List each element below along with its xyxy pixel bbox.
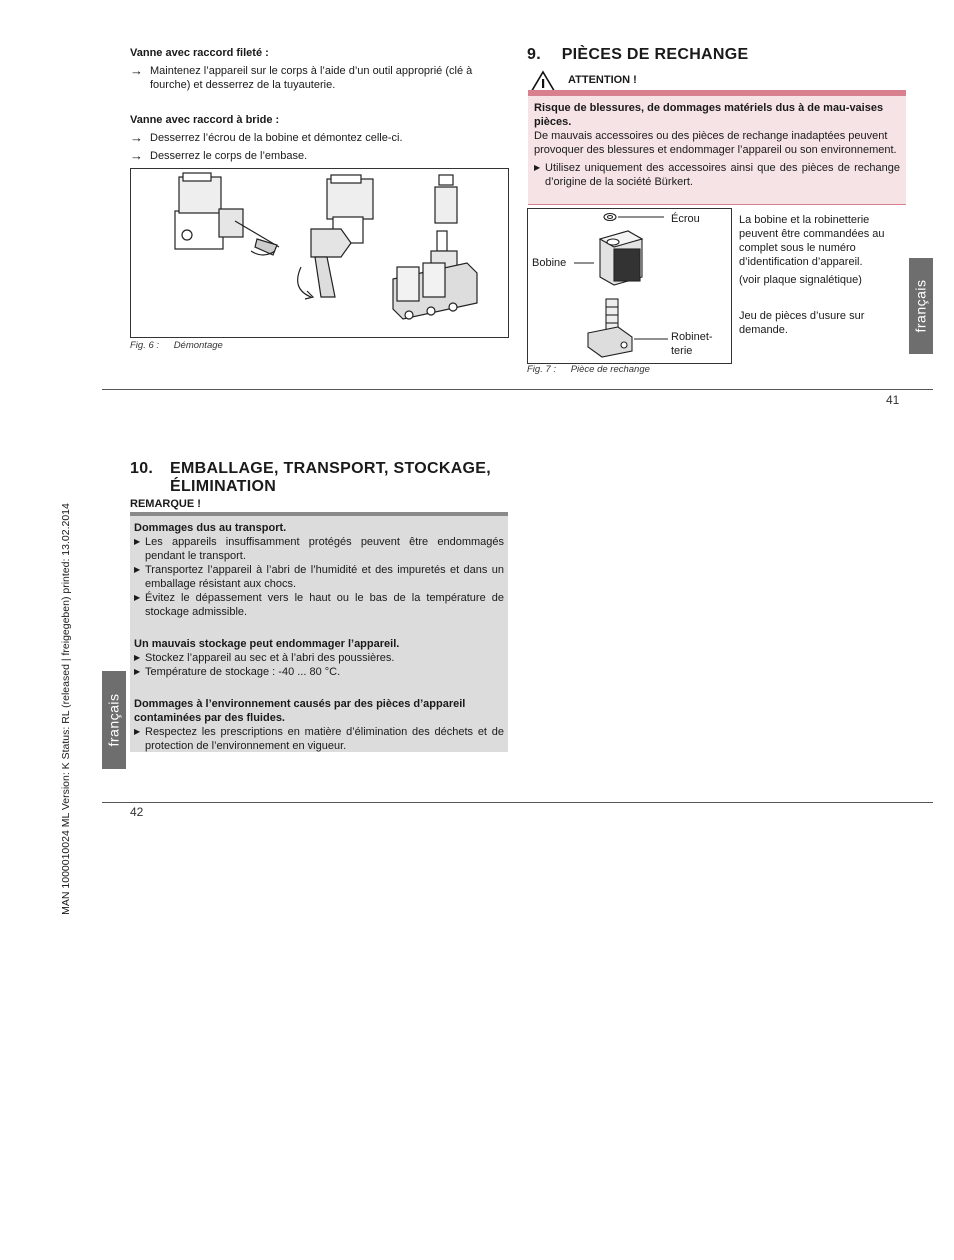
bullet-triangle-icon: ▶ xyxy=(134,537,141,546)
language-tab-41: français xyxy=(909,258,933,354)
language-tab-42: français xyxy=(102,671,126,769)
bullet-triangle-icon: ▶ xyxy=(134,565,141,574)
note-block-2-item: ▶ Température de stockage : -40 ... 80 °C. xyxy=(134,666,341,678)
threaded-title: Vanne avec raccord fileté : xyxy=(130,47,269,59)
note-block-3-title: Dommages à l’environnement causés par des pièces d’appareil contaminées par des fluides. xyxy=(134,698,466,724)
note-box xyxy=(130,512,508,752)
page-41-divider xyxy=(102,389,933,390)
page-number-41: 41 xyxy=(886,393,900,407)
spare-parts-note-2: (voir plaque signalétique) xyxy=(739,274,862,286)
bullet-triangle-icon: ▶ xyxy=(134,593,141,602)
page-42-divider xyxy=(102,802,933,803)
arrow-right-icon: → xyxy=(130,148,143,163)
threaded-step: → Maintenez l’appareil sur le corps à l’aide d’un outil approprié (clé à fourche) et desserrez de la tuyauterie. xyxy=(130,63,473,91)
attention-label: ATTENTION ! xyxy=(568,74,637,86)
warning-bold-text: Risque de blessures, de dommages matériels dus à de mau-vaises pièces. xyxy=(534,102,884,128)
arrow-right-icon: → xyxy=(130,63,143,78)
section-9-heading: 9. PIÈCES DE RECHANGE xyxy=(527,46,749,63)
bullet-triangle-icon: ▶ xyxy=(134,653,141,662)
note-block-1-item: ▶ Évitez le dépassement vers le haut ou le bas de la température de stockage admissible. xyxy=(134,592,504,618)
arrow-right-icon: → xyxy=(130,130,143,145)
figure-disassembly xyxy=(130,168,509,338)
note-block-1-item: ▶ Les appareils insuffisamment protégés peuvent être endommagés pendant le transport. xyxy=(134,536,504,562)
label-ecrou: Écrou xyxy=(671,213,700,225)
warning-bullet: ▶ Utilisez uniquement des accessoires ainsi que des pièces de rechange d’origine de la société Bürkert. xyxy=(534,162,900,188)
note-block-3-item: ▶ Respectez les prescriptions en matière d’élimination des déchets et de protection de l’environnement en vigueur. xyxy=(134,726,504,752)
bullet-triangle-icon: ▶ xyxy=(534,163,541,172)
label-robinetterie: Robinet- terie xyxy=(671,331,713,357)
flange-step-2: → Desserrez le corps de l’embase. xyxy=(130,148,308,163)
note-label: REMARQUE ! xyxy=(130,498,201,510)
note-block-2-title: Un mauvais stockage peut endommager l’appareil. xyxy=(134,638,400,650)
flange-title: Vanne avec raccord à bride : xyxy=(130,114,280,126)
bullet-triangle-icon: ▶ xyxy=(134,667,141,676)
spare-parts-note-1: La bobine et la robinetterie peuvent être commandées au complet sous le numéro d’identification d’appareil. xyxy=(739,214,885,268)
figure-7-caption: Fig. 7 : Pièce de rechange xyxy=(527,364,650,375)
bullet-triangle-icon: ▶ xyxy=(134,727,141,736)
warning-box xyxy=(528,90,906,205)
section-10-heading: 10. EMBALLAGE, TRANSPORT, STOCKAGE, ÉLIMINATION xyxy=(130,460,492,495)
note-block-1-item: ▶ Transportez l’appareil à l’abri de l’humidité et des impuretés et dans un emballage résistant aux chocs. xyxy=(134,564,504,590)
spare-parts-note-3: Jeu de pièces d’usure sur demande. xyxy=(739,310,865,336)
figure-6-caption: Fig. 6 : Démontage xyxy=(130,340,223,351)
note-block-2-item: ▶ Stockez l’appareil au sec et à l’abri des poussières. xyxy=(134,652,395,664)
page-number-42: 42 xyxy=(130,805,144,819)
note-block-1-title: Dommages dus au transport. xyxy=(134,522,287,534)
flange-step-1: → Desserrez l’écrou de la bobine et démontez celle-ci. xyxy=(130,130,403,145)
warning-text: De mauvais accessoires ou des pièces de rechange inadaptées peuvent provoquer des blessures et endommager l’appareil ou son environnement. xyxy=(534,130,897,156)
disassembly-illustration xyxy=(131,169,508,337)
label-bobine: Bobine xyxy=(532,257,567,269)
